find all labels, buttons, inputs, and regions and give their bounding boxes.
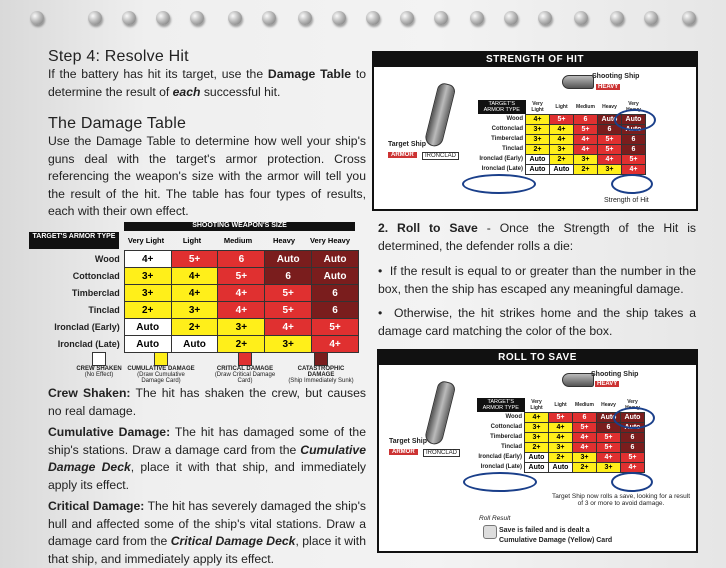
mini-cell: 5+ bbox=[597, 442, 621, 452]
heavy-badge: HEAVY bbox=[598, 84, 619, 90]
row-label: Timberclad bbox=[71, 288, 120, 298]
legend-swatch bbox=[154, 352, 168, 366]
mini-cell: 5+ bbox=[550, 114, 574, 124]
damage-cell: 6 bbox=[218, 251, 265, 268]
mini-col-header: Light bbox=[555, 103, 568, 110]
mini-row-label: Wood bbox=[505, 414, 522, 420]
mini-cell: 2+ bbox=[573, 462, 597, 472]
mini-col-header: Heavy bbox=[602, 103, 617, 110]
row-label: Ironclad (Early) bbox=[54, 322, 120, 332]
row-label: Ironclad (Late) bbox=[57, 339, 120, 349]
legend-name: CRITICAL DAMAGE bbox=[216, 366, 274, 372]
mini-cell: 2+ bbox=[574, 164, 598, 174]
mini-corner: TARGET'S ARMOR TYPE bbox=[477, 398, 525, 412]
crit-deck: Critical Damage Deck bbox=[170, 534, 296, 548]
damage-cell: Auto bbox=[171, 336, 218, 353]
mini-row-label: Tinclad bbox=[502, 146, 523, 152]
intro-text: If the battery has hit its target, use the bbox=[48, 67, 268, 81]
mini-cell: 3+ bbox=[574, 154, 598, 164]
legend-catastrophic bbox=[286, 352, 356, 384]
mini-cell: Auto bbox=[621, 422, 645, 432]
mini-cell: 3+ bbox=[549, 442, 573, 452]
damage-cell: 3+ bbox=[124, 285, 171, 302]
cum-text: The hit has damaged some of the ship's stations. Draw a damage card from the bbox=[48, 425, 366, 457]
mini-cell: 6 bbox=[621, 432, 645, 442]
mini-cell: 6 bbox=[621, 442, 645, 452]
save-failed: Save is failed and is dealt a bbox=[499, 527, 590, 534]
mini-cell: Auto bbox=[550, 164, 574, 174]
mini-cell: 3+ bbox=[550, 144, 574, 154]
mini-cell: 5+ bbox=[598, 134, 622, 144]
mini-cell: 6 bbox=[573, 412, 597, 422]
mini-cell: 3+ bbox=[526, 124, 550, 134]
cum-text: , place it with that ship, and immediately apply its effect. bbox=[48, 460, 366, 492]
damage-cell: 4+ bbox=[218, 302, 265, 319]
mini-row-label: Timberclad bbox=[491, 136, 523, 142]
legend-note: (Ship Immediately Sunk) bbox=[288, 378, 354, 384]
mini-col-header: Very Heavy bbox=[626, 100, 641, 113]
mini-col-header: Very Light bbox=[531, 100, 544, 113]
armor-badge: ARMOR bbox=[389, 449, 418, 455]
damage-cell: 3+ bbox=[265, 336, 312, 353]
bullet-1: • If the result is equal to or greater than the number in the box, then the ship has escaped any meaningful damage. bbox=[378, 264, 696, 296]
left-column bbox=[48, 48, 366, 221]
crit-label: Critical Damage: bbox=[48, 499, 145, 513]
mini-cell: 5+ bbox=[549, 412, 573, 422]
mini-row-label: Tinclad bbox=[501, 444, 522, 450]
shooting-ship-label: Shooting Ship bbox=[592, 73, 640, 80]
damage-row bbox=[33, 268, 359, 285]
mini-cell: 2+ bbox=[525, 442, 549, 452]
rivet-icon bbox=[122, 11, 136, 25]
damage-cell: 2+ bbox=[171, 319, 218, 336]
roll-result-label: Roll Result bbox=[479, 515, 511, 522]
right-column-text bbox=[378, 220, 696, 340]
mini-cell: Auto bbox=[526, 154, 550, 164]
damage-cell: 4+ bbox=[265, 319, 312, 336]
legend-swatch bbox=[92, 352, 106, 366]
damage-cell: 4+ bbox=[171, 285, 218, 302]
die-icon bbox=[483, 525, 497, 539]
result-highlight-ring bbox=[611, 174, 653, 194]
mini-cell: Auto bbox=[598, 114, 622, 124]
step2-text: - Once the Strength of the Hit is determined, the defender rolls a die: bbox=[378, 221, 696, 253]
rivet-icon bbox=[228, 11, 242, 25]
mini-cell: 4+ bbox=[549, 432, 573, 442]
rivet-icon bbox=[470, 11, 484, 25]
mini-cell: 2+ bbox=[526, 144, 550, 154]
mini-cell: 2+ bbox=[549, 452, 573, 462]
mini-cell: Auto bbox=[597, 412, 621, 422]
rivet-icon bbox=[262, 11, 276, 25]
mini-col-header: Heavy bbox=[601, 401, 616, 408]
intro-bold: Damage Table bbox=[267, 67, 352, 81]
rivet-icon bbox=[538, 11, 552, 25]
mini-cell: 6 bbox=[597, 422, 621, 432]
damage-cell: 4+ bbox=[312, 336, 359, 353]
damage-cell: 5+ bbox=[265, 285, 312, 302]
legend-note: (Draw Cumulative Damage Card) bbox=[137, 372, 185, 384]
col-header: Medium bbox=[223, 235, 253, 245]
mini-corner: TARGET'S ARMOR TYPE bbox=[478, 100, 526, 114]
damage-cell: 4+ bbox=[124, 251, 171, 268]
mini-cell: Auto bbox=[525, 462, 549, 472]
ironclad-badge: IRONCLAD bbox=[423, 449, 460, 457]
rivet-icon bbox=[366, 11, 380, 25]
damage-cell: 5+ bbox=[265, 302, 312, 319]
bullet-2-text: Otherwise, the hit strikes home and the ship takes a damage card matching the color of the box. bbox=[378, 306, 696, 338]
damage-table-corner: TARGET'S ARMOR TYPE bbox=[29, 232, 119, 249]
roll-note: Target Ship now rolls a save, looking for a result of 3 or more to avoid damage. bbox=[551, 493, 690, 507]
intro-paragraph bbox=[48, 66, 366, 101]
mini-col-header: Light bbox=[554, 401, 567, 408]
mini-cell: 5+ bbox=[598, 144, 622, 154]
mini-cell: Auto bbox=[622, 124, 646, 134]
mini-row-label: Cottonclad bbox=[491, 126, 523, 132]
mini-cell: 4+ bbox=[573, 432, 597, 442]
mini-row-label: Ironclad (Late) bbox=[481, 166, 523, 172]
rivet-icon bbox=[504, 11, 518, 25]
mini-cell: 5+ bbox=[597, 432, 621, 442]
crew-text: The hit has shaken the crew, but causes no real damage. bbox=[48, 386, 366, 418]
damage-cell: 2+ bbox=[218, 336, 265, 353]
damage-table-body bbox=[33, 250, 359, 353]
mini-cell: 5+ bbox=[573, 422, 597, 432]
legend-name: CREW SHAKEN bbox=[76, 366, 122, 372]
step-title: Step 4: Resolve Hit bbox=[48, 48, 189, 65]
mini-row-label: Ironclad (Early) bbox=[478, 454, 522, 460]
legend-crew bbox=[64, 352, 134, 378]
critical-paragraph bbox=[48, 498, 366, 568]
damage-table bbox=[29, 222, 359, 350]
mini-cell: 4+ bbox=[598, 154, 622, 164]
mini-cell: Auto bbox=[526, 164, 550, 174]
mini-row-label: Ironclad (Late) bbox=[480, 464, 522, 470]
damage-cell: 5+ bbox=[218, 268, 265, 285]
damage-table-heading: The Damage Table bbox=[48, 115, 187, 132]
rivet-icon bbox=[400, 11, 414, 25]
rivet-icon bbox=[434, 11, 448, 25]
legend-critical bbox=[210, 352, 280, 384]
legend-note: (No Effect) bbox=[84, 372, 114, 378]
ironclad-badge: IRONCLAD bbox=[422, 152, 459, 160]
mini-cell: 4+ bbox=[621, 462, 645, 472]
armor-badge: ARMOR bbox=[388, 152, 417, 158]
result-highlight-ring bbox=[611, 472, 653, 492]
mini-cell: 4+ bbox=[574, 144, 598, 154]
col-header: Very Heavy bbox=[309, 235, 351, 245]
mini-cell: 4+ bbox=[526, 114, 550, 124]
legend-name: CATASTROPHIC DAMAGE bbox=[297, 366, 345, 378]
mini-cell: Auto bbox=[549, 462, 573, 472]
rivet-icon bbox=[644, 11, 658, 25]
mini-cell: 4+ bbox=[622, 164, 646, 174]
cum-label: Cumulative Damage: bbox=[48, 425, 171, 439]
roll-title: ROLL TO SAVE bbox=[379, 351, 696, 365]
col-header: Very Light bbox=[127, 235, 165, 245]
mini-cell: 4+ bbox=[573, 442, 597, 452]
target-ship-label: Target Ship bbox=[388, 141, 426, 148]
heavy-highlight-ring bbox=[614, 109, 656, 131]
heavy-highlight-ring bbox=[613, 407, 655, 429]
mini-cell: 4+ bbox=[597, 452, 621, 462]
mini-cell: 3+ bbox=[525, 422, 549, 432]
target-ship-label: Target Ship bbox=[389, 438, 427, 445]
row-label: Cottonclad bbox=[72, 271, 120, 281]
legend-swatch bbox=[314, 352, 328, 366]
mini-row-label: Wood bbox=[506, 116, 523, 122]
rivet-icon bbox=[682, 11, 696, 25]
shooting-ship-icon bbox=[562, 75, 594, 89]
save-failed-2: Cumulative Damage (Yellow) Card bbox=[499, 537, 613, 544]
rivet-strip bbox=[0, 0, 726, 40]
rivet-icon bbox=[298, 11, 312, 25]
intro-text: successful hit. bbox=[200, 84, 281, 99]
mini-cell: 4+ bbox=[549, 422, 573, 432]
ironclad-late-highlight-ring bbox=[462, 174, 536, 194]
step2-label: 2. Roll to Save bbox=[378, 221, 478, 235]
damage-cell: Auto bbox=[124, 319, 171, 336]
row-label: Wood bbox=[94, 254, 120, 264]
damage-cell: 4+ bbox=[218, 285, 265, 302]
mini-cell: 3+ bbox=[597, 462, 621, 472]
mini-cell: 4+ bbox=[550, 134, 574, 144]
strength-title: STRENGTH OF HIT bbox=[374, 53, 696, 67]
roll-panel bbox=[377, 349, 698, 553]
damage-cell: 5+ bbox=[312, 319, 359, 336]
mini-cell: 4+ bbox=[525, 412, 549, 422]
roll-to-save-paragraph bbox=[378, 220, 696, 255]
damage-table-header: SHOOTING WEAPON'S SIZE bbox=[124, 222, 355, 231]
row-label: Tinclad bbox=[88, 305, 120, 315]
col-header: Heavy bbox=[272, 235, 296, 245]
mini-cell: 6 bbox=[622, 134, 646, 144]
crew-paragraph bbox=[48, 385, 366, 420]
mini-cell: 2+ bbox=[550, 154, 574, 164]
legend-swatch bbox=[238, 352, 252, 366]
shooting-ship-label: Shooting Ship bbox=[591, 371, 639, 378]
damage-row bbox=[33, 285, 359, 302]
damage-row bbox=[33, 251, 359, 268]
mini-row-label: Cottonclad bbox=[490, 424, 522, 430]
mini-cell: 6 bbox=[622, 144, 646, 154]
shooting-ship-icon bbox=[562, 373, 594, 387]
damage-cell: 2+ bbox=[124, 302, 171, 319]
rivet-icon bbox=[574, 11, 588, 25]
mini-cell: 5+ bbox=[574, 124, 598, 134]
mini-cell: 6 bbox=[598, 124, 622, 134]
damage-cell: 4+ bbox=[171, 268, 218, 285]
mini-cell: 4+ bbox=[574, 134, 598, 144]
mini-cell: Auto bbox=[525, 452, 549, 462]
mini-cell: 5+ bbox=[622, 154, 646, 164]
mini-cell: 6 bbox=[574, 114, 598, 124]
effects-text bbox=[48, 385, 366, 568]
damage-cell: 3+ bbox=[218, 319, 265, 336]
legend-name: CUMULATIVE DAMAGE bbox=[127, 366, 195, 372]
legend-cumulative bbox=[126, 352, 196, 384]
rivet-icon bbox=[88, 11, 102, 25]
damage-cell: Auto bbox=[312, 268, 359, 285]
mini-col-header: Very Heavy bbox=[625, 398, 640, 411]
cumulative-paragraph bbox=[48, 424, 366, 494]
rivet-icon bbox=[332, 11, 346, 25]
heavy-badge: HEAVY bbox=[597, 381, 618, 387]
cum-deck: Cumulative Damage Deck bbox=[48, 442, 366, 474]
strength-panel bbox=[372, 51, 698, 211]
mini-cell: 3+ bbox=[526, 134, 550, 144]
mini-cell: 4+ bbox=[550, 124, 574, 134]
legend-note: (Draw Critical Damage Card) bbox=[214, 372, 276, 384]
ironclad-late-highlight-ring bbox=[463, 472, 537, 492]
mini-cell: 3+ bbox=[598, 164, 622, 174]
mini-cell: 3+ bbox=[573, 452, 597, 462]
mini-row-label: Timberclad bbox=[490, 434, 522, 440]
rivet-icon bbox=[156, 11, 170, 25]
damage-table-grid bbox=[123, 232, 353, 248]
crit-text: The hit has severely damaged the ship's hull and affected some of the ship's vital stations. Draw a damage card from the bbox=[48, 499, 366, 548]
damage-legend bbox=[64, 352, 364, 384]
damage-cell: Auto bbox=[312, 251, 359, 268]
damage-row bbox=[33, 336, 359, 353]
rivet-icon bbox=[30, 11, 44, 25]
mini-cell: 5+ bbox=[621, 452, 645, 462]
damage-row bbox=[33, 302, 359, 319]
mini-col-header: Very Light bbox=[530, 398, 543, 411]
strength-caption: Strength of Hit bbox=[604, 197, 649, 204]
bullet-2: • Otherwise, the hit strikes home and the ship takes a damage card matching the color of the box. bbox=[378, 306, 696, 338]
damage-cell: 6 bbox=[265, 268, 312, 285]
damage-cell: Auto bbox=[265, 251, 312, 268]
damage-cell: 6 bbox=[312, 302, 359, 319]
damage-cell: 3+ bbox=[171, 302, 218, 319]
mini-col-header: Medium bbox=[575, 401, 594, 408]
damage-cell: 6 bbox=[312, 285, 359, 302]
damage-table-paragraph: Use the Damage Table to determine how well your ship's guns deal with the target's armor protection. Cross referencing the weapon's size with the armor will tell you the result of the hit. The table has four types of results, each with their own effect. bbox=[48, 134, 366, 218]
rivet-icon bbox=[190, 11, 204, 25]
damage-cell: 5+ bbox=[171, 251, 218, 268]
crit-text: , place it with that ship, and immediately apply its effect. bbox=[48, 534, 366, 566]
mini-col-header: Medium bbox=[576, 103, 595, 110]
target-ship-icon bbox=[424, 380, 457, 446]
damage-row bbox=[33, 319, 359, 336]
mini-cell: Auto bbox=[621, 412, 645, 422]
damage-cell: Auto bbox=[124, 336, 171, 353]
mini-cell: 3+ bbox=[525, 432, 549, 442]
target-ship-icon bbox=[424, 82, 457, 148]
bullet-1-text: If the result is equal to or greater than the number in the box, then the ship has escaped any meaningful damage. bbox=[378, 264, 696, 296]
mini-row-label: Ironclad (Early) bbox=[479, 156, 523, 162]
col-header: Light bbox=[182, 235, 202, 245]
intro-text: to determine the result of bbox=[48, 67, 366, 99]
rivet-icon bbox=[610, 11, 624, 25]
intro-each: each bbox=[172, 84, 201, 99]
damage-cell: 3+ bbox=[124, 268, 171, 285]
crew-label: Crew Shaken: bbox=[48, 386, 131, 400]
mini-cell: Auto bbox=[622, 114, 646, 124]
